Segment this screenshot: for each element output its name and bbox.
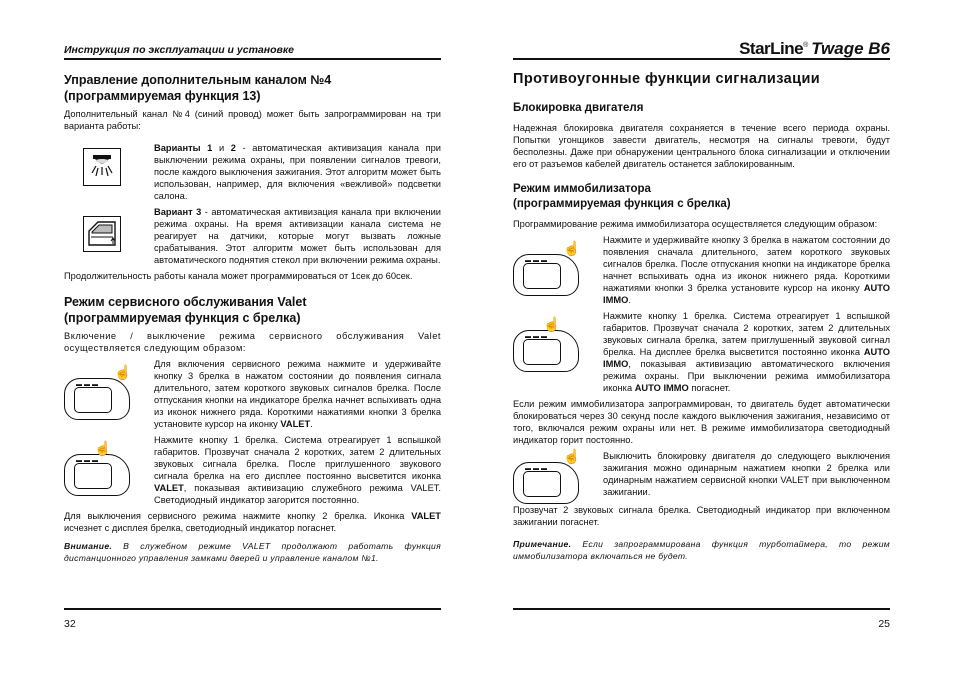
valet-step2 <box>64 434 441 506</box>
immo-intro: Программирование режима иммобилизатора осуществляется следующим образом: <box>513 219 878 229</box>
immo-step1 <box>513 234 890 306</box>
note-text: Если запрограммирована функция турботаймера, то режим иммобилизатора включаться не будет. <box>513 539 890 561</box>
brand-name: StarLine <box>739 39 804 58</box>
fob-buttons: ▬▬▬ <box>76 382 100 388</box>
fob-buttons: ▬▬▬ <box>525 334 549 340</box>
step-text: , показывая активизацию служебного режима VALET. Светодиодный индикатор загорится постоянно. <box>154 483 441 505</box>
and-word: и <box>212 143 231 153</box>
step-text: , показывая активизацию автоматического включения режима охраны. При выключении режима иммобилизатора иконка <box>603 359 890 393</box>
title-line: Режим сервисного обслуживания Valet <box>64 295 307 309</box>
title-line: (программируемая функция с брелка) <box>513 198 731 210</box>
fob-buttons: ▬▬▬ <box>525 258 549 264</box>
immo-step3-text <box>603 450 890 498</box>
pressing-hand-icon: ☝ <box>543 316 561 332</box>
variant3-block <box>64 206 441 266</box>
header-rule <box>64 58 441 60</box>
immo-auto-block: Если режим иммобилизатора запрограммирован, то двигатель будет автоматически блокироваться через 30 секунд после каждого выключения зажигания, независимо от того, включался режим охраны или нет. В режиме иммобилизатора светодиодный индикатор горит постоянно. <box>513 399 890 445</box>
immo-step1-text <box>603 234 890 306</box>
immo-step2-text <box>603 310 890 394</box>
variant-desc: - автоматическая активизация канала при включении режима охраны. На время активизации канала система не реагирует на датчики, которые могут вызвать ложные срабатывания. Этот алгоритм может быть использован для автоматического поднятия стекол при включении режима охраны. <box>154 207 441 265</box>
immo-keyword: AUTO IMMO <box>603 347 890 369</box>
variant12-paragraph <box>154 142 441 202</box>
left-content <box>64 72 441 564</box>
page-title: Противоугонные функции сигнализации <box>513 71 821 87</box>
fob-screen <box>74 387 112 413</box>
pressing-hand-icon: ☝ <box>114 364 132 380</box>
figure-column <box>513 234 603 292</box>
step-text: Для выключения сервисного режима нажмите кнопку 2 брелка. Иконка <box>64 511 412 521</box>
model-name: Twage B6 <box>811 39 890 58</box>
immo-step3-paragraph: Выключить блокировку двигателя до следующего выключения зажигания можно одинарным нажатием кнопки 2 брелка или одинарным нажатием сервисной кнопки VALET при выключенном зажигании. <box>603 451 890 497</box>
figure-column <box>513 450 603 500</box>
valet-note <box>64 540 441 564</box>
pressing-hand-icon: ☝ <box>563 448 581 464</box>
title-line: Управление дополнительным каналом №4 <box>64 73 332 87</box>
brand-logo <box>739 39 890 59</box>
step-text: Нажмите кнопку 1 брелка. Система отреагирует 1 вспышкой габаритов. Прозвучат сначала 2 коротких, затем 2 длительных звуковых сигнала брелка, затем приглушенный звуковой сигнал брелка. На дисплее брелка высветится постоянно иконка <box>603 311 890 357</box>
key-fob-icon <box>513 316 579 368</box>
valet-step1-text <box>154 358 441 430</box>
figure-column <box>64 142 154 186</box>
section-title-valet <box>64 294 441 326</box>
car-door-window-icon <box>83 216 121 252</box>
page-number: 32 <box>64 618 76 630</box>
variant-label: Вариант 3 <box>154 207 202 217</box>
right-page <box>513 0 890 675</box>
immo-step2-paragraph <box>603 310 890 394</box>
variant12-block <box>64 142 441 202</box>
step-text: . <box>628 295 631 305</box>
valet-step2-text <box>154 434 441 506</box>
step-text: погаснет. <box>688 383 731 393</box>
title-line: (программируемая функция с брелка) <box>64 311 301 325</box>
note-label: Примечание. <box>513 539 572 549</box>
running-header: Инструкция по эксплуатации и установке <box>64 44 295 56</box>
section-title-immobilizer <box>513 182 890 212</box>
fob-screen <box>74 463 112 489</box>
immo-keyword: AUTO IMMO <box>603 283 890 305</box>
valet-intro: Включение / выключение режима сервисного обслуживания Valet осуществляется следующим образом: <box>64 331 441 353</box>
step-text: исчезнет с дисплея брелка, светодиодный индикатор погаснет. <box>64 523 337 533</box>
step-text: Нажмите кнопку 1 брелка. Система отреагирует 1 вспышкой габаритов. Прозвучат сначала 2 коротких, затем 2 длительных звуковых сигнала брелка. После приглушенного звукового сигнала брелка на его дисплее постоянно высветится иконка <box>154 435 441 481</box>
variant-desc: - автоматическая активизация канала при выключении режима охраны, при появлении сигналов тревоги, после каждого выключения зажигания. Этот алгоритм может быть использован, например, для включения «вежливой» подсветки салона. <box>154 143 442 201</box>
section-title-channel4 <box>64 72 441 104</box>
fob-screen <box>523 471 561 497</box>
footer-rule <box>513 608 890 610</box>
figure-column <box>64 434 154 492</box>
figure-column <box>64 206 154 252</box>
valet-step1 <box>64 358 441 430</box>
fob-screen <box>523 263 561 289</box>
valet-step2-paragraph <box>154 434 441 506</box>
right-content <box>513 71 890 562</box>
valet-keyword: VALET <box>280 419 311 429</box>
pressing-hand-icon: ☝ <box>563 240 581 256</box>
variant-label: Варианты 1 <box>154 143 213 153</box>
key-fob-icon <box>513 448 581 500</box>
figure-column <box>513 310 603 368</box>
ceiling-lamp-icon <box>83 148 121 186</box>
step-text: . <box>310 419 313 429</box>
note-label: Внимание. <box>64 541 113 551</box>
key-fob-icon <box>64 364 132 416</box>
key-fob-icon <box>64 440 130 492</box>
immo-step2 <box>513 310 890 394</box>
channel4-intro: Дополнительный канал №4 (синий провод) может быть запрограммирован на три варианта работы: <box>64 109 441 131</box>
valet-keyword: VALET <box>411 511 441 521</box>
key-fob-icon <box>513 240 581 292</box>
fob-screen <box>523 339 561 365</box>
variant3-text <box>154 206 441 266</box>
pressing-hand-icon: ☝ <box>94 440 112 456</box>
header-rule <box>513 58 890 60</box>
engine-block-text: Надежная блокировка двигателя сохраняется в течение всего периода охраны. Попытки угонщиков завести двигатель, несмотря на сигналы тревоги, будут бесполезны. Даже при обнаружении центрального блока сигнализации и отключении его от разъемов кабелей двигатель останется заблокированным. <box>513 123 890 169</box>
valet-step1-paragraph <box>154 358 441 430</box>
channel-duration: Продолжительность работы канала может программироваться от 1сек до 60сек. <box>64 271 413 281</box>
note-text: В служебном режиме VALET продолжают работать функция дистанционного управления замками дверей и управление каналом №1. <box>64 541 441 563</box>
left-page <box>64 0 441 675</box>
title-line: Режим иммобилизатора <box>513 183 651 195</box>
variant3-paragraph <box>154 206 441 266</box>
valet-keyword: VALET <box>154 483 184 493</box>
immo-step1-paragraph <box>603 234 890 306</box>
registered-mark: ® <box>803 42 809 49</box>
footer-rule <box>64 608 441 610</box>
step-text: Нажмите и удерживайте кнопку 3 брелка в нажатом состоянии до появления сначала длительного, затем короткого звуковых сигналов брелка. После отпускания кнопки на индикаторе брелка начнет вспыхивать одна из иконок нижнего ряда. Короткими нажатиями кнопки 3 брелка установите курсор на иконку <box>603 235 890 293</box>
title-line: (программируемая функция 13) <box>64 89 261 103</box>
immo-note <box>513 538 890 562</box>
immo-step3 <box>513 450 890 500</box>
step-text: Для включения сервисного режима нажмите и удерживайте кнопку 3 брелка в нажатом состоянии до появления сигнала длительного, затем короткого звуковых сигналов брелка. После отпускания кнопки на индикаторе брелка начнет вспыхивать одна из иконок нижнего ряда. Короткими нажатиями кнопки 3 брелка установите курсор на иконку <box>154 359 441 429</box>
fob-buttons: ▬▬▬ <box>525 466 549 472</box>
page-number: 25 <box>878 618 890 630</box>
immo-after: Прозвучат 2 звуковых сигнала брелка. Светодиодный индикатор при включенном зажигании погаснет. <box>513 505 890 527</box>
variant12-text <box>154 142 441 202</box>
figure-column <box>64 358 154 416</box>
variant-label: 2 <box>230 143 236 153</box>
valet-off <box>64 510 441 534</box>
fob-buttons: ▬▬▬ <box>76 458 100 464</box>
section-title-engine-block: Блокировка двигателя <box>513 102 644 114</box>
immo-keyword: AUTO IMMO <box>634 383 689 393</box>
